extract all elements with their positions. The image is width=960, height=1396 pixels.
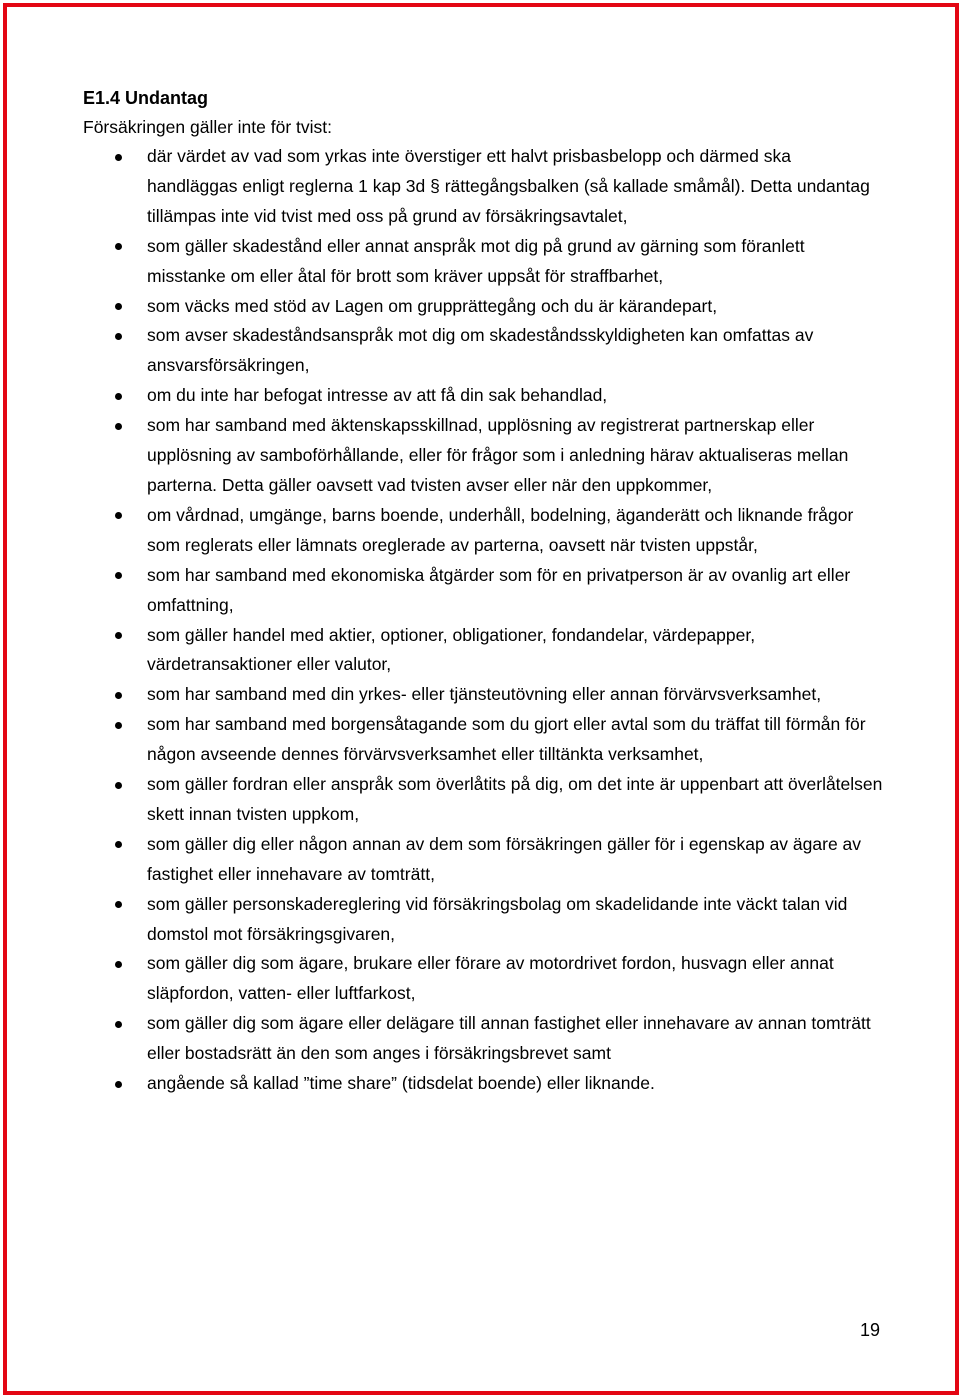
bullet-icon [115,961,122,968]
list-item-text: som har samband med borgensåtagande som du gjort eller avtal som du träffat till förmån för någon avseende dennes förvärvsverksamhet eller tilltänkta verksamhet, [147,714,866,765]
list-item [83,830,883,890]
list-item [83,142,883,232]
list-item-text: som har samband med ekonomiska åtgärder som för en privatperson är av ovanlig art eller omfattning, [147,564,851,615]
list-item-text: där värdet av vad som yrkas inte överstiger ett halvt prisbasbelopp och därmed ska handläggas enligt reglerna 1 kap 3d § rättegångsbalken (så kallade småmål). Detta undantag tillämpas inte vid tvist med oss på grund av försäkringsavtalet, [147,146,870,226]
bullet-icon [115,243,122,250]
bullet-icon [115,782,122,789]
list-item-text: som gäller dig som ägare eller delägare till annan fastighet eller innehavare av annan tomträtt eller bostadsrätt än den som anges i försäkringsbrevet samt [147,1013,871,1064]
bullet-icon [115,423,122,430]
list-item [83,411,883,501]
list-item-text: som väcks med stöd av Lagen om grupprättegång och du är kärandepart, [147,295,718,316]
list-item [83,1069,883,1099]
bullet-icon [115,901,122,908]
list-item [83,1009,883,1069]
bullet-icon [115,154,122,161]
list-item [83,890,883,950]
list-item-text: som har samband med din yrkes- eller tjänsteutövning eller annan förvärvsverksamhet, [147,684,822,705]
bullet-icon [115,393,122,400]
bullet-icon [115,692,122,699]
list-item [83,381,883,411]
bullet-icon [115,632,122,639]
list-item [83,321,883,381]
document-body [83,84,883,1099]
list-item [83,232,883,292]
list-item-text: som gäller skadestånd eller annat anspråk mot dig på grund av gärning som föranlett misstanke om eller åtal för brott som kräver uppsåt för straffbarhet, [147,235,805,286]
list-item-text: som gäller dig eller någon annan av dem som försäkringen gäller för i egenskap av ägare av fastighet eller innehavare av tomträtt, [147,833,862,884]
bullet-icon [115,1081,122,1088]
list-item [83,949,883,1009]
list-item [83,770,883,830]
list-item-text: som gäller dig som ägare, brukare eller förare av motordrivet fordon, husvagn eller annat släpfordon, vatten- eller luftfarkost, [147,953,834,1004]
bullet-icon [115,572,122,579]
bullet-icon [115,841,122,848]
section-heading: E1.4 Undantag [83,88,209,108]
list-item [83,292,883,322]
intro-text: Försäkringen gäller inte för tvist: [83,117,332,137]
list-item [83,561,883,621]
list-item-text: som avser skadeståndsanspråk mot dig om skadeståndsskyldigheten kan omfattas av ansvarsförsäkringen, [147,325,814,376]
list-item-text: om du inte har befogat intresse av att få din sak behandlad, [147,385,608,406]
exclusions-list [83,142,883,1099]
list-item-text: som gäller handel med aktier, optioner, obligationer, fondandelar, värdepapper, värdetransaktioner eller valutor, [147,624,756,675]
list-item [83,501,883,561]
bullet-icon [115,303,122,310]
list-item-text: om vårdnad, umgänge, barns boende, underhåll, bodelning, äganderätt och liknande frågor som reglerats eller lämnats oreglerade av parterna, oavsett när tvisten uppstår, [147,504,854,555]
bullet-icon [115,722,122,729]
list-item-text: som gäller personskadereglering vid försäkringsbolag om skadelidande inte väckt talan vid domstol mot försäkringsgivaren, [147,893,848,944]
list-item-text: som har samband med äktenskapsskillnad, upplösning av registrerat partnerskap eller upplösning av samboförhållande, eller för frågor som i anledning härav aktualiseras mellan parterna. Detta gäller oavsett vad tvisten avser eller när den uppkommer, [147,415,849,495]
list-item [83,710,883,770]
list-item-text: angående så kallad ”time share” (tidsdelat boende) eller liknande. [147,1073,655,1094]
list-item [83,621,883,681]
list-item [83,680,883,710]
list-item-text: som gäller fordran eller anspråk som överlåtits på dig, om det inte är uppenbart att överlåtelsen skett innan tvisten uppkom, [147,774,883,824]
bullet-icon [115,512,122,519]
bullet-icon [115,333,122,340]
bullet-icon [115,1021,122,1028]
page-number: 19 [859,1320,880,1340]
